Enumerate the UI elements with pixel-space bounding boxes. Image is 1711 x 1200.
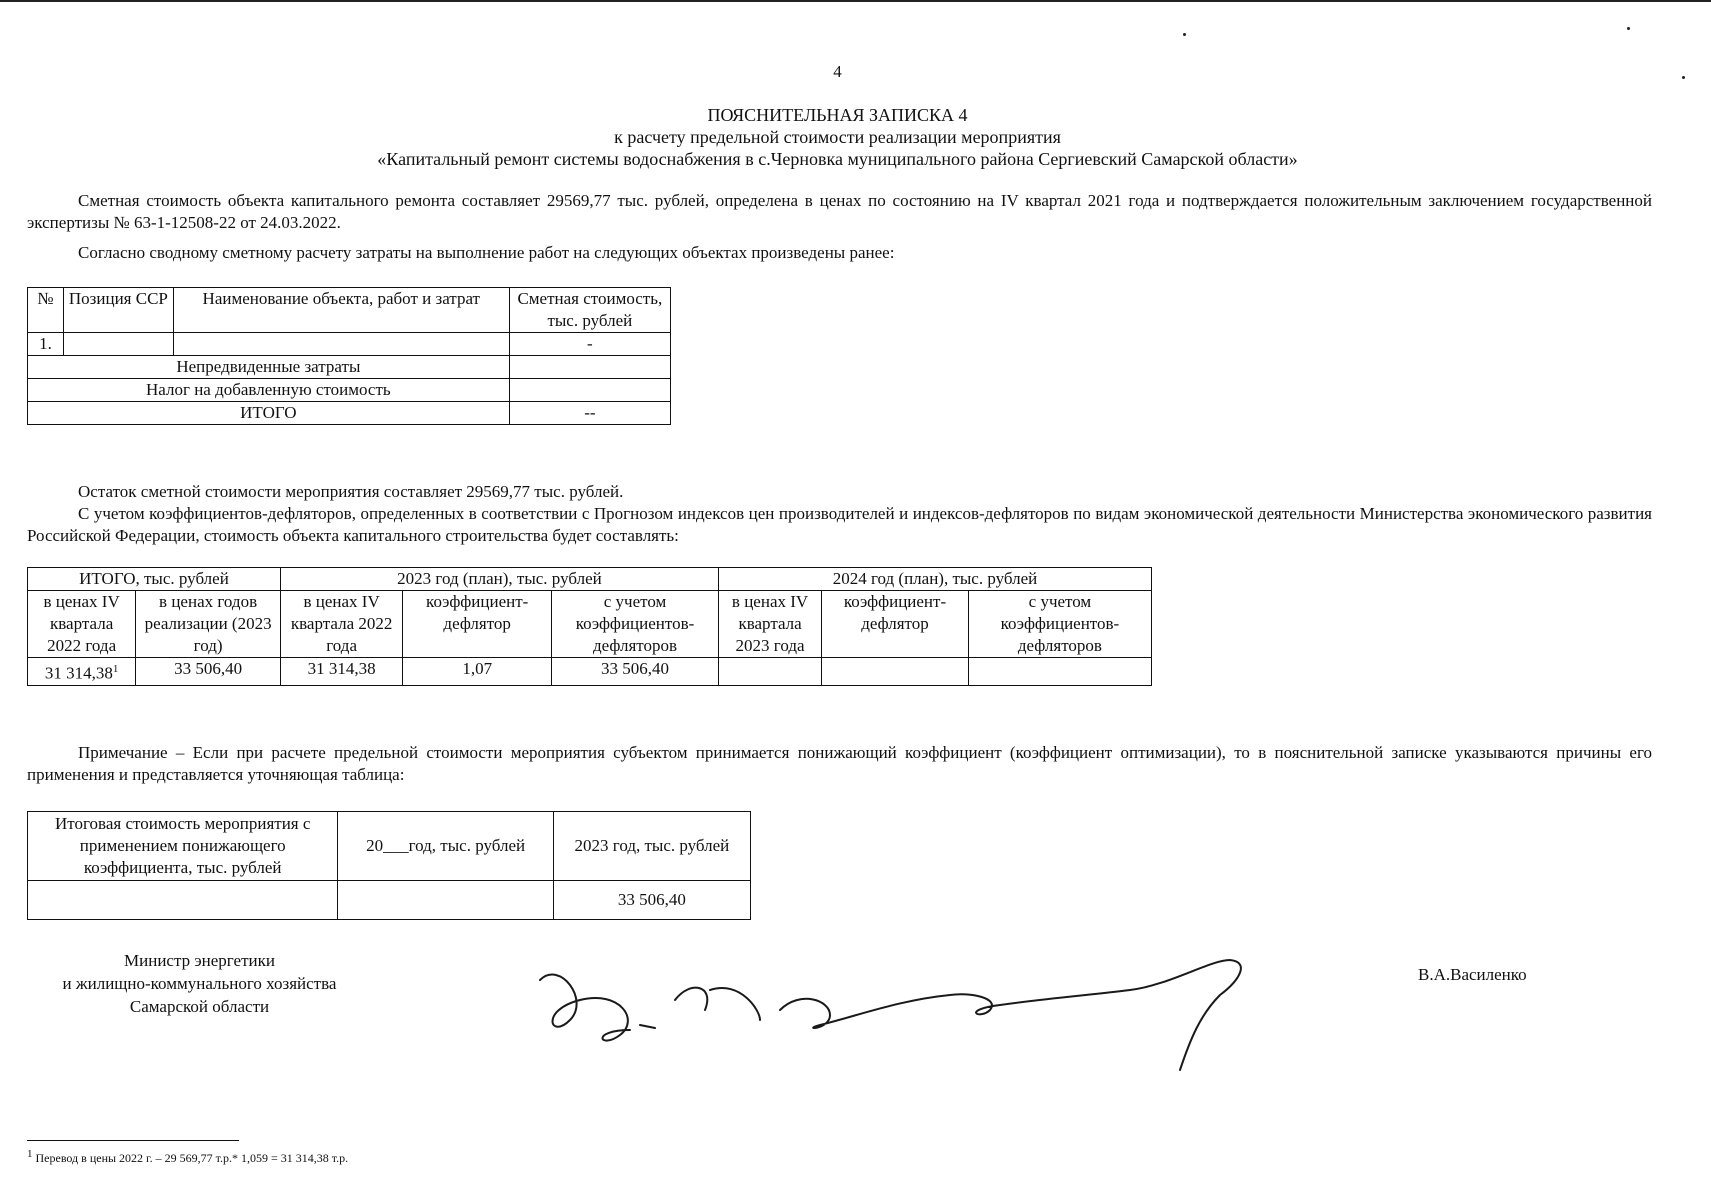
table-row-contingency (28, 356, 671, 379)
paragraph-estimate-cost: Сметная стоимость объекта капитального ремонта составляет 29569,77 тыс. рублей, определена в ценах по состоянию на IV квартал 2021 года и подтверждается положительным заключением государственной экспертизы № 63-1-12508-22 от 24.03.2022. (27, 191, 1652, 232)
signatory-title-line: и жилищно-коммунального хозяйства (62, 974, 337, 993)
table-group-header-row (28, 568, 1152, 591)
sub-header-cell: в ценах IV квартала 2022 года (28, 591, 136, 658)
sub-header-cell: в ценах IV квартала 2023 года (718, 591, 821, 658)
total-label: ИТОГО (28, 402, 510, 425)
footnote-mark: 1 (27, 1148, 33, 1160)
table-cell: 33 506,40 (136, 658, 281, 686)
table-cell-value: 31 314,38 (44, 663, 113, 683)
reduction-coefficient-table (27, 811, 751, 920)
footnote-divider (27, 1140, 239, 1141)
heading-subtitle: к расчету предельной стоимости реализации мероприятия (614, 127, 1061, 147)
table-cell (338, 881, 553, 920)
table-cell: 33 506,40 (552, 658, 719, 686)
deflator-cost-table (27, 567, 1152, 686)
scan-speck (1682, 76, 1685, 79)
table-row (28, 658, 1152, 686)
header-cell-name: Наименование объекта, работ и затрат (173, 288, 509, 333)
table-cell (28, 881, 338, 920)
table-cell: 1,07 (403, 658, 552, 686)
sub-header-cell: в ценах IV квартала 2022 года (280, 591, 402, 658)
table-cell: 31 314,38 (280, 658, 402, 686)
contingency-label: Непредвиденные затраты (28, 356, 510, 379)
header-cell-final-cost: Итоговая стоимость мероприятия с применением понижающего коэффициента, тыс. рублей (28, 812, 338, 881)
total-value: -- (509, 402, 670, 425)
document-heading (0, 104, 1675, 170)
table-cell (968, 658, 1151, 686)
handwritten-signature (530, 940, 1310, 1090)
paragraph-deflators: С учетом коэффициентов-дефляторов, определенных в соответствии с Прогнозом индексов цен производителей и индексов-дефляторов по видам экономической деятельности Министерства экономического развития Российской Федерации, стоимость объекта капитального строительства будет составлять: (27, 504, 1652, 545)
vat-value (509, 379, 670, 402)
contingency-value (509, 356, 670, 379)
table-row (28, 333, 671, 356)
sub-header-cell: в ценах годов реализации (2023 год) (136, 591, 281, 658)
signatory-title-line: Самарской области (129, 997, 270, 1016)
top-edge-line (0, 0, 1711, 2)
heading-title: ПОЯСНИТЕЛЬНАЯ ЗАПИСКА 4 (707, 105, 968, 125)
header-cell-position: Позиция ССР (63, 288, 173, 333)
sub-header-cell: коэффициент-дефлятор (822, 591, 969, 658)
header-cell-cost: Сметная стоимость, тыс. рублей (509, 288, 670, 333)
sub-header-cell: коэффициент-дефлятор (403, 591, 552, 658)
paragraph-note: Примечание – Если при расчете предельной стоимости мероприятия субъектом принимается понижающий коэффициент (коэффициент оптимизации), то в пояснительной записке указываются причины его применения и представляется уточняющая таблица: (27, 743, 1652, 784)
sub-header-cell: с учетом коэффициентов-дефляторов (968, 591, 1151, 658)
table-sub-header-row (28, 591, 1152, 658)
group-header-total: ИТОГО, тыс. рублей (28, 568, 281, 591)
table-cell (173, 333, 509, 356)
heading-project-name: «Капитальный ремонт системы водоснабжения в с.Черновка муниципального района Сергиевский Самарской области» (377, 149, 1298, 169)
table-cell (28, 658, 136, 686)
footnote-text: Перевод в цены 2022 г. – 29 569,77 т.р.* 1,059 = 31 314,38 т.р. (35, 1151, 349, 1165)
scan-speck (1183, 33, 1186, 36)
table-cell: 33 506,40 (553, 881, 750, 920)
vat-label: Налог на добавленную стоимость (28, 379, 510, 402)
signatory-title (27, 949, 372, 1018)
table-cell (718, 658, 821, 686)
sub-header-cell: с учетом коэффициентов-дефляторов (552, 591, 719, 658)
table-cell: 1. (28, 333, 64, 356)
table-cell (822, 658, 969, 686)
table-header-row (28, 288, 671, 333)
paragraph-previous-works: Согласно сводному сметному расчету затраты на выполнение работ на следующих объектах произведены ранее: (78, 243, 895, 262)
header-cell-2023: 2023 год, тыс. рублей (553, 812, 750, 881)
paragraph-remaining-cost: Остаток сметной стоимости мероприятия составляет 29569,77 тыс. рублей. (78, 482, 624, 501)
table-header-row (28, 812, 751, 881)
scan-speck (1627, 27, 1630, 30)
previous-works-table (27, 287, 671, 425)
table-row-vat (28, 379, 671, 402)
group-header-2024: 2024 год (план), тыс. рублей (718, 568, 1151, 591)
table-cell (63, 333, 173, 356)
signatory-title-line: Министр энергетики (124, 951, 275, 970)
table-row-total (28, 402, 671, 425)
table-cell: - (509, 333, 670, 356)
group-header-2023: 2023 год (план), тыс. рублей (280, 568, 718, 591)
footnote-reference[interactable]: 1 (112, 663, 119, 675)
header-cell-year-blank: 20___год, тыс. рублей (338, 812, 553, 881)
page-number: 4 (833, 62, 842, 81)
header-cell-number: № (28, 288, 64, 333)
footnote (27, 1148, 348, 1166)
table-row (28, 881, 751, 920)
signatory-name: В.А.Василенко (1418, 965, 1527, 984)
